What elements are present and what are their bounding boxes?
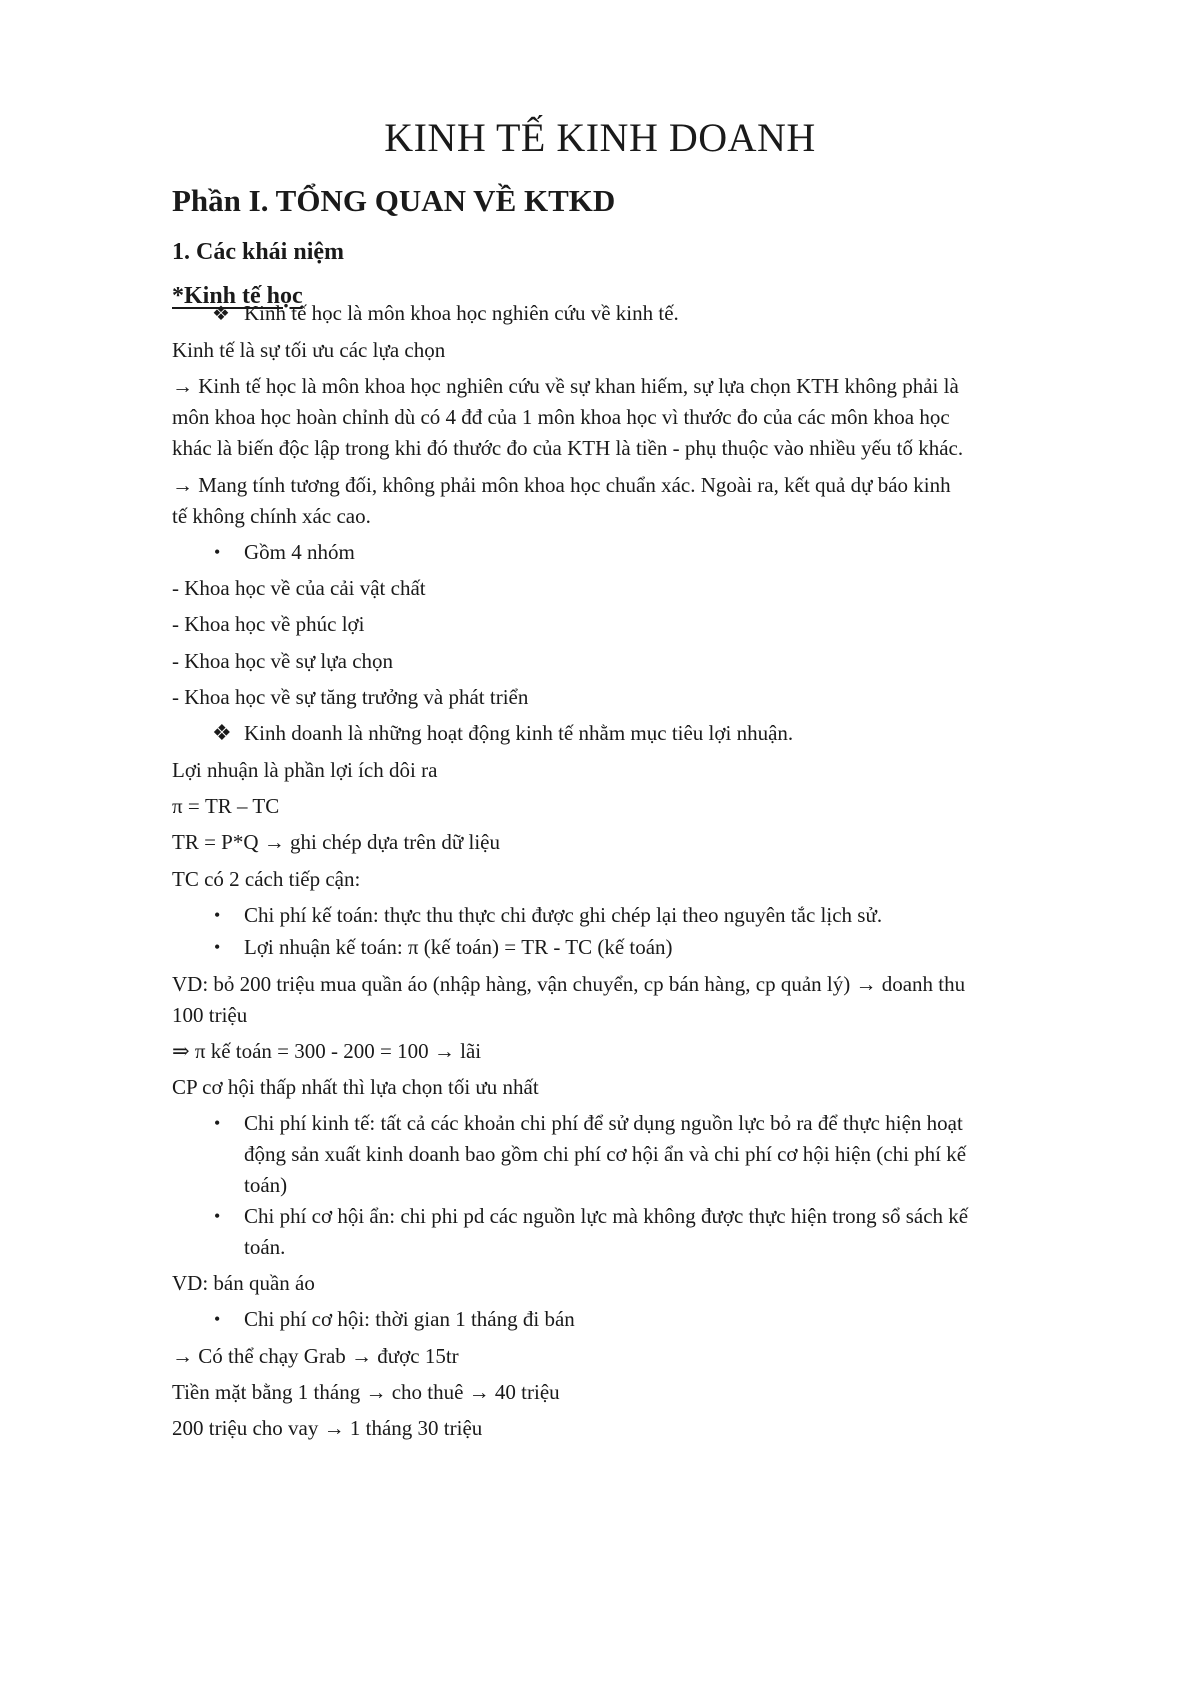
dot-bullet-icon: •	[214, 542, 221, 562]
dot-bullet-icon: •	[214, 937, 221, 957]
diamond-bullet-icon: ❖	[212, 303, 230, 325]
text-line: - Khoa học về của cải vật chất	[172, 576, 426, 600]
text-line: tế không chính xác cao.	[172, 504, 371, 528]
text-line: Kinh tế học là môn khoa học nghiên cứu về kinh tế.	[244, 301, 679, 325]
text-line: toán)	[244, 1173, 288, 1197]
text-line: → Kinh tế học là môn khoa học nghiên cứu về sự khan hiếm, sự lựa chọn KTH không phải là	[172, 374, 959, 398]
section-heading: 1. Các khái niệm	[172, 239, 345, 265]
text-line: động sản xuất kinh doanh bao gồm chi phí cơ hội ẩn và chi phí cơ hội hiện (chi phí kế	[244, 1142, 967, 1166]
text-line: Chi phí cơ hội: thời gian 1 tháng đi bán	[244, 1307, 575, 1331]
text-line: 100 triệu	[172, 1003, 248, 1027]
dot-bullet-icon: •	[214, 1113, 221, 1133]
text-line: - Khoa học về sự lựa chọn	[172, 649, 394, 673]
text-line: Kinh doanh là những hoạt động kinh tế nhằm mục tiêu lợi nhuận.	[244, 721, 794, 745]
part-heading: Phần I. TỔNG QUAN VỀ KTKD	[172, 183, 616, 218]
dot-bullet-icon: •	[214, 905, 221, 925]
text-line: Kinh tế là sự tối ưu các lựa chọn	[172, 338, 446, 362]
text-line: Gồm 4 nhóm	[244, 540, 355, 564]
text-line: TR = P*Q → ghi chép dựa trên dữ liệu	[172, 830, 500, 854]
text-line: Lợi nhuận kế toán: π (kế toán) = TR - TC (kế toán)	[244, 935, 673, 959]
text-line: → Mang tính tương đối, không phải môn khoa học chuẩn xác. Ngoài ra, kết quả dự báo kinh	[172, 473, 951, 497]
text-line: TC có 2 cách tiếp cận:	[172, 867, 361, 891]
document-title: KINH TẾ KINH DOANH	[384, 115, 816, 160]
dot-bullet-icon: •	[214, 1309, 221, 1329]
text-line: - Khoa học về phúc lợi	[172, 612, 365, 636]
text-line: Lợi nhuận là phần lợi ích dôi ra	[172, 758, 438, 782]
text-line: VD: bỏ 200 triệu mua quần áo (nhập hàng, vận chuyển, cp bán hàng, cp quản lý) → doanh thu	[172, 972, 966, 996]
text-line: ⇒ π kế toán = 300 - 200 = 100 → lãi	[172, 1039, 482, 1063]
text-line: Tiền mặt bằng 1 tháng → cho thuê → 40 triệu	[172, 1380, 560, 1404]
text-line: π = TR – TC	[172, 794, 280, 818]
text-line: Chi phí kế toán: thực thu thực chi được ghi chép lại theo nguyên tắc lịch sử.	[244, 903, 883, 927]
text-line: - Khoa học về sự tăng trưởng và phát triển	[172, 685, 529, 709]
text-line: toán.	[244, 1235, 286, 1259]
text-line: môn khoa học hoàn chỉnh dù có 4 đđ của 1 môn khoa học vì thước đo của các môn khoa học	[172, 405, 950, 429]
text-line: 200 triệu cho vay → 1 tháng 30 triệu	[172, 1416, 483, 1440]
text-line: → Có thể chạy Grab → được 15tr	[172, 1344, 459, 1368]
text-line: Chi phí cơ hội ẩn: chi phi pd các nguồn lực mà không được thực hiện trong sổ sách kế	[244, 1204, 969, 1228]
text-line: Chi phí kinh tế: tất cả các khoản chi phí để sử dụng nguồn lực bỏ ra để thực hiện hoạt	[244, 1111, 963, 1135]
dot-bullet-icon: •	[214, 1206, 221, 1226]
subsection-heading: *Kinh tế học	[172, 283, 303, 309]
text-line: khác là biến độc lập trong khi đó thước đo của KTH là tiền - phụ thuộc vào nhiều yếu tố khác.	[172, 436, 964, 460]
text-line: VD: bán quần áo	[172, 1271, 315, 1295]
diamond-bullet-icon: ❖	[212, 720, 232, 745]
text-line: CP cơ hội thấp nhất thì lựa chọn tối ưu nhất	[172, 1075, 539, 1099]
